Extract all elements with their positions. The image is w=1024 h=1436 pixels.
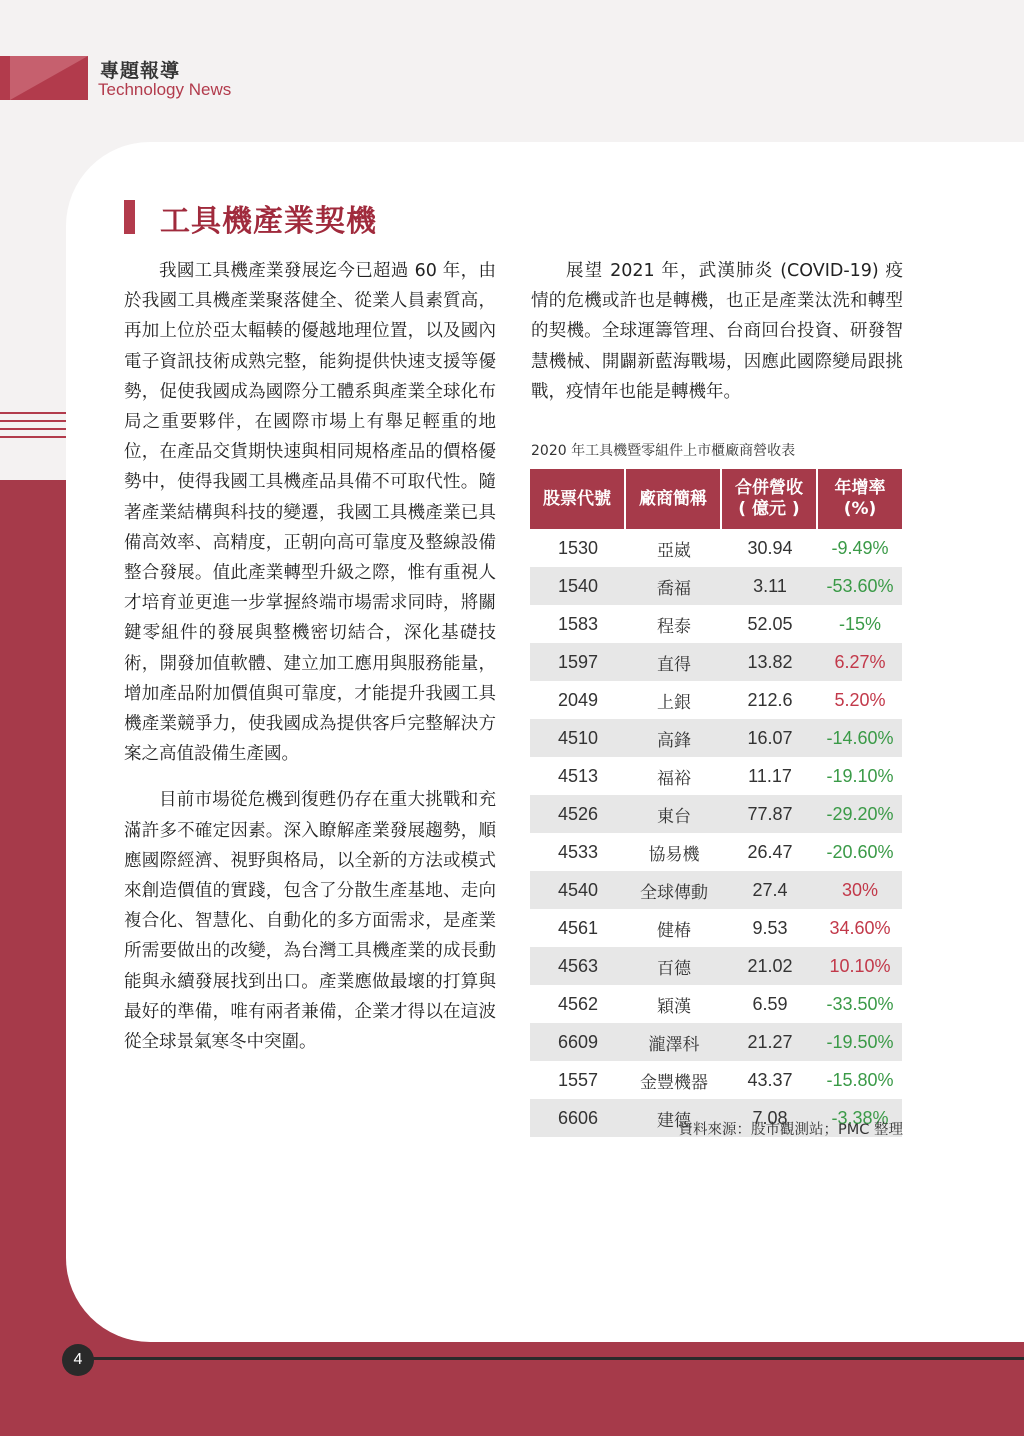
footer-line bbox=[78, 1357, 1024, 1360]
cell-revenue: 21.02 bbox=[722, 947, 818, 985]
cell-revenue: 16.07 bbox=[722, 719, 818, 757]
cell-revenue: 9.53 bbox=[752, 917, 788, 938]
page-number: 4 bbox=[62, 1344, 94, 1376]
cell-name: 福裕 bbox=[657, 768, 691, 789]
cell-code: 1557 bbox=[557, 1069, 599, 1090]
header-revenue-line2: ( 億元 ) bbox=[738, 499, 800, 519]
header-code: 股票代號 bbox=[530, 469, 626, 529]
table-row bbox=[530, 985, 902, 1023]
cell-name: 高鋒 bbox=[626, 719, 722, 757]
cell-name: 全球傳動 bbox=[626, 871, 722, 909]
table-row bbox=[530, 1023, 902, 1061]
cell-revenue: 43.37 bbox=[747, 1069, 793, 1090]
cell-name: 東台 bbox=[626, 795, 722, 833]
cell-growth: 6.27% bbox=[818, 643, 902, 681]
cell-revenue: 11.17 bbox=[748, 765, 792, 786]
cell-revenue: 27.4 bbox=[722, 871, 818, 909]
cell-growth: -15% bbox=[838, 613, 882, 634]
cell-revenue: 7.08 bbox=[722, 1099, 818, 1137]
header-subtitle: Technology News bbox=[98, 80, 232, 99]
table-body bbox=[530, 529, 902, 1137]
header-growth-line2: (%) bbox=[843, 499, 877, 519]
cell-revenue: 26.47 bbox=[747, 841, 793, 862]
cell-growth: -14.60% bbox=[818, 719, 902, 757]
cell-code: 4540 bbox=[530, 871, 626, 909]
header-growth bbox=[818, 469, 902, 529]
left-paragraph-1: 我國工具機產業發展迄今已超過 60 年，由於我國工具機產業聚落健全、從業人員素質高，再加上位於亞太輻輳的優越地理位置，以及國內電子資訊技術成熟完整，能夠提供快速支援等優勢，促使我國成為國際分工體系與產業全球化布局之重要夥伴，在國際市場上有舉足輕重的地位，在產品交貨期快速與相同規格產品的價格優勢中，使得我國工具機產品具備不可取代性。隨著產業結構與科技的變遷，我國工具機產業已具備高效率、高精度，正朝向高可靠度及整線設備整合發展。值此產業轉型升級之際，惟有重視人才培育並更進一步掌握終端市場需求同時，將關鍵零組件的發展與整機密切結合，深化基礎技術，開發加值軟體、建立加工應用與服務能量，增加產品附加價值與可靠度，才能提升我國工具機產業競爭力，使我國成為提供客戶完整解決方案之高值設備生產國。 bbox=[124, 261, 496, 765]
cell-growth: -20.60% bbox=[826, 841, 894, 862]
cell-growth: -19.50% bbox=[818, 1023, 902, 1061]
cell-code: 1597 bbox=[530, 643, 626, 681]
table-row bbox=[530, 643, 902, 681]
table-row bbox=[530, 833, 902, 871]
header-title: 專題報導 bbox=[100, 60, 181, 82]
cell-name: 程泰 bbox=[657, 616, 691, 637]
table-row bbox=[530, 1061, 902, 1099]
table-row bbox=[530, 605, 902, 643]
right-paragraph-1: 展望 2021 年，武漢肺炎 (COVID-19) 疫情的危機或許也是轉機，也正是產業汰洗和轉型的契機。全球運籌管理、台商回台投資、研發智慧機械、開闢新藍海戰場，因應此國際變局跟挑戰，疫情年也能是轉機年。 bbox=[531, 261, 903, 402]
cell-name: 上銀 bbox=[657, 692, 691, 713]
cell-revenue: 13.82 bbox=[722, 643, 818, 681]
cell-name: 亞崴 bbox=[657, 540, 691, 561]
cell-code: 1583 bbox=[557, 613, 599, 634]
cell-code: 4561 bbox=[557, 917, 599, 938]
cell-code: 6609 bbox=[530, 1023, 626, 1061]
cell-growth: 5.20% bbox=[834, 689, 886, 710]
cell-name: 瀧澤科 bbox=[626, 1023, 722, 1061]
header-revenue-line1: 合併營收 bbox=[735, 478, 803, 498]
cell-revenue: 6.59 bbox=[752, 993, 788, 1014]
cell-code: 1530 bbox=[557, 537, 599, 558]
cell-code: 4526 bbox=[530, 795, 626, 833]
left-column bbox=[124, 256, 496, 1073]
cell-code: 4513 bbox=[557, 765, 599, 786]
table-row bbox=[530, 795, 902, 833]
cell-name: 直得 bbox=[626, 643, 722, 681]
table-row bbox=[530, 567, 902, 605]
cell-name: 建德 bbox=[626, 1099, 722, 1137]
cell-revenue: 52.05 bbox=[747, 613, 793, 634]
cell-revenue: 212.6 bbox=[747, 689, 793, 710]
cell-code: 4562 bbox=[557, 993, 599, 1014]
table-caption: 2020 年工具機暨零組件上市櫃廠商營收表 bbox=[531, 443, 796, 459]
cell-name: 喬福 bbox=[626, 567, 722, 605]
section-title: 工具機產業契機 bbox=[160, 204, 377, 239]
cell-growth: -3.38% bbox=[818, 1099, 902, 1137]
left-paragraph-2: 目前市場從危機到復甦仍存在重大挑戰和充滿許多不確定因素。深入瞭解產業發展趨勢，順應國際經濟、視野與格局，以全新的方法或模式來創造價值的實踐，包含了分散生產基地、走向複合化、智慧化、自動化的多方面需求，是產業所需要做出的改變，為台灣工具機產業的成長動能與永續發展找到出口。產業應做最壞的打算與最好的準備，唯有兩者兼備，企業才得以在這波從全球景氣寒冬中突圍。 bbox=[124, 790, 496, 1053]
cell-revenue: 30.94 bbox=[747, 537, 793, 558]
cell-name: 金豐機器 bbox=[640, 1072, 708, 1093]
table-row bbox=[530, 681, 902, 719]
table-row bbox=[530, 719, 902, 757]
cell-growth: -19.10% bbox=[826, 765, 894, 786]
cell-code: 2049 bbox=[557, 689, 599, 710]
table-row bbox=[530, 909, 902, 947]
table-header-row bbox=[530, 469, 902, 529]
revenue-table bbox=[530, 469, 902, 1137]
cell-code: 4510 bbox=[530, 719, 626, 757]
cell-growth: -9.49% bbox=[831, 537, 889, 558]
table-row bbox=[530, 947, 902, 985]
cell-name: 穎漢 bbox=[657, 996, 691, 1017]
right-column bbox=[531, 256, 903, 407]
section-title-bar bbox=[124, 200, 135, 234]
cell-name: 百德 bbox=[626, 947, 722, 985]
cell-growth: 34.60% bbox=[829, 917, 891, 938]
cell-revenue: 77.87 bbox=[722, 795, 818, 833]
cell-growth: -15.80% bbox=[826, 1069, 894, 1090]
cell-growth: -53.60% bbox=[818, 567, 902, 605]
cell-code: 4533 bbox=[557, 841, 599, 862]
header-growth-line1: 年增率 bbox=[834, 478, 886, 498]
header-accent-shape bbox=[0, 56, 88, 100]
cell-revenue: 21.27 bbox=[722, 1023, 818, 1061]
cell-name: 協易機 bbox=[648, 844, 700, 865]
cell-growth: -29.20% bbox=[818, 795, 902, 833]
cell-code: 1540 bbox=[530, 567, 626, 605]
header-revenue bbox=[722, 469, 818, 529]
cell-name: 健椿 bbox=[657, 920, 691, 941]
table-row bbox=[530, 871, 902, 909]
table-row bbox=[530, 757, 902, 795]
cell-code: 6606 bbox=[530, 1099, 626, 1137]
cell-code: 4563 bbox=[530, 947, 626, 985]
cell-growth: 10.10% bbox=[818, 947, 902, 985]
table-row bbox=[530, 529, 902, 567]
cell-revenue: 3.11 bbox=[722, 567, 818, 605]
table-source: 資料來源：股市觀測站；PMC 整理 bbox=[678, 1122, 903, 1138]
cell-growth: 30% bbox=[818, 871, 902, 909]
header-name: 廠商簡稱 bbox=[626, 469, 722, 529]
cell-growth: -33.50% bbox=[826, 993, 894, 1014]
